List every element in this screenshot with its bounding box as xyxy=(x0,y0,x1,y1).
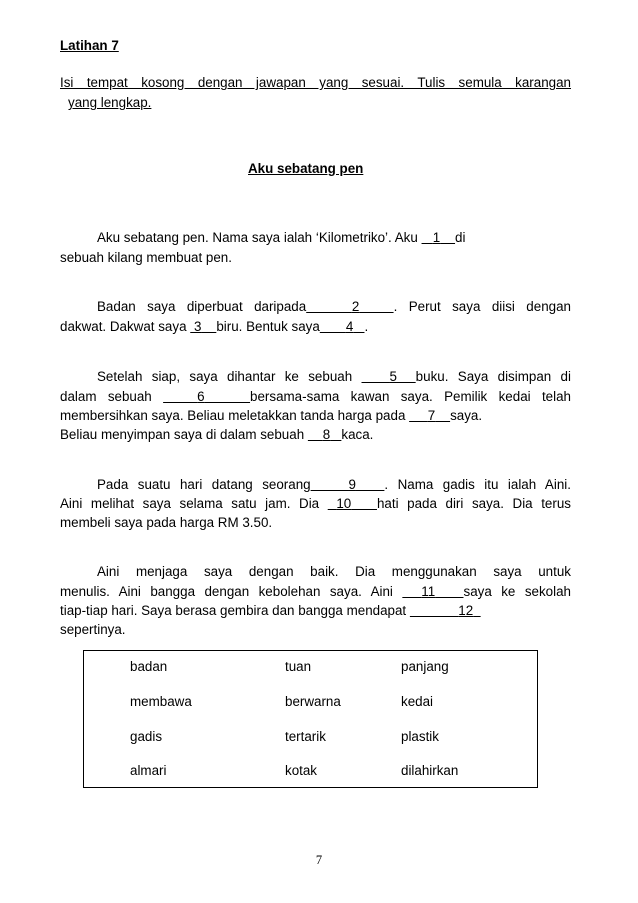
text: di xyxy=(455,230,466,245)
paragraph-5-line-1: Aini menjaga saya dengan baik. Dia menggunakan saya untuk xyxy=(97,564,571,579)
paragraph-3-line-3 xyxy=(60,406,482,426)
text: dakwat. Dakwat saya xyxy=(60,319,191,334)
blank-number: 8 xyxy=(322,427,331,442)
paragraph-4-line-3: membeli saya pada harga RM 3.50. xyxy=(60,515,273,530)
instruction-line-2: yang lengkap. xyxy=(68,95,152,110)
blank-number: 7 xyxy=(427,408,436,423)
blank-5[interactable] xyxy=(362,369,416,384)
text: Badan saya diperbuat daripada xyxy=(97,299,307,314)
text: Pada suatu hari datang seorang xyxy=(97,477,311,492)
paragraph-3-line-1 xyxy=(97,367,571,387)
blank-number: 10 xyxy=(336,496,352,511)
blank-number: 4 xyxy=(345,319,354,334)
instruction-line-1: Isi tempat kosong dengan jawapan yang sesuai. Tulis semula karangan xyxy=(60,75,571,90)
blank-number: 2 xyxy=(351,299,360,314)
word-bank-item: badan xyxy=(130,659,168,674)
word-bank-item: kotak xyxy=(285,763,318,778)
text: . xyxy=(364,319,369,334)
blank-11[interactable] xyxy=(402,584,463,599)
paragraph-4-line-2 xyxy=(60,494,571,514)
blank-12[interactable] xyxy=(410,603,481,618)
text: Aku sebatang pen. Nama saya ialah ‘Kilometriko’. Aku xyxy=(97,230,422,245)
word-bank-item: plastik xyxy=(401,729,439,744)
text: menulis. Aini bangga dengan kebolehan saya. Aini xyxy=(60,584,403,599)
paragraph-5-line-4: sepertinya. xyxy=(60,622,126,637)
blank-10[interactable] xyxy=(328,496,377,511)
blank-number: 11 xyxy=(421,584,436,599)
paragraph-2-line-2 xyxy=(60,317,368,337)
word-bank-item: gadis xyxy=(130,729,163,744)
blank-number: 5 xyxy=(389,369,397,384)
blank-1[interactable] xyxy=(422,230,456,245)
blank-9[interactable] xyxy=(311,477,385,492)
word-bank-item: tuan xyxy=(285,659,312,674)
text: Aini melihat saya selama satu jam. Dia xyxy=(60,496,328,511)
text: hati pada diri saya. Dia terus xyxy=(376,496,571,511)
word-bank-item: dilahirkan xyxy=(401,763,459,778)
page-number: 7 xyxy=(315,853,323,867)
text: . Perut saya diisi dengan xyxy=(393,299,571,314)
text: bersama-sama kawan saya. Pemilik kedai telah xyxy=(250,389,571,404)
word-bank-item: membawa xyxy=(130,694,192,709)
blank-4[interactable] xyxy=(320,319,365,334)
paragraph-1-line-1 xyxy=(97,228,465,248)
paragraph-1-line-2: sebuah kilang membuat pen. xyxy=(60,250,232,265)
text: . Nama gadis itu ialah Aini. xyxy=(384,477,571,492)
paragraph-3-line-4 xyxy=(60,425,373,445)
paragraph-5-line-2 xyxy=(60,582,571,602)
text: Beliau menyimpan saya di dalam sebuah xyxy=(60,427,308,442)
text: dalam sebuah xyxy=(60,389,164,404)
text: saya ke sekolah xyxy=(463,584,571,599)
paragraph-3-line-2 xyxy=(60,387,571,407)
blank-number: 3 xyxy=(193,319,202,334)
word-bank-item: tertarik xyxy=(285,729,326,744)
exercise-title: Latihan 7 xyxy=(60,38,119,53)
word-bank-item: almari xyxy=(130,763,167,778)
text: kaca. xyxy=(341,427,374,442)
text: biru. Bentuk saya xyxy=(216,319,320,334)
text: buku. Saya disimpan di xyxy=(415,369,571,384)
text: tiap-tiap hari. Saya berasa gembira dan bangga mendapat xyxy=(60,603,410,618)
text: membersihkan saya. Beliau meletakkan tanda harga pada xyxy=(60,408,410,423)
word-bank-item: panjang xyxy=(401,659,449,674)
blank-number: 1 xyxy=(432,230,441,245)
paragraph-5-line-3 xyxy=(60,601,481,621)
word-bank-item: berwarna xyxy=(285,694,341,709)
blank-number: 12 xyxy=(458,603,474,618)
blank-number: 9 xyxy=(348,477,356,492)
text: Setelah siap, saya dihantar ke sebuah xyxy=(97,369,362,384)
essay-title: Aku sebatang pen xyxy=(248,161,364,176)
blank-2[interactable] xyxy=(306,299,393,314)
blank-3[interactable] xyxy=(190,319,216,334)
paragraph-2-line-1 xyxy=(97,297,571,317)
word-bank-item: kedai xyxy=(401,694,434,709)
blank-8[interactable] xyxy=(308,427,342,442)
paragraph-4-line-1 xyxy=(97,475,571,495)
word-bank-box xyxy=(83,650,538,788)
text: saya. xyxy=(450,408,483,423)
blank-number: 6 xyxy=(197,389,205,404)
blank-6[interactable] xyxy=(163,389,250,404)
blank-7[interactable] xyxy=(409,408,450,423)
